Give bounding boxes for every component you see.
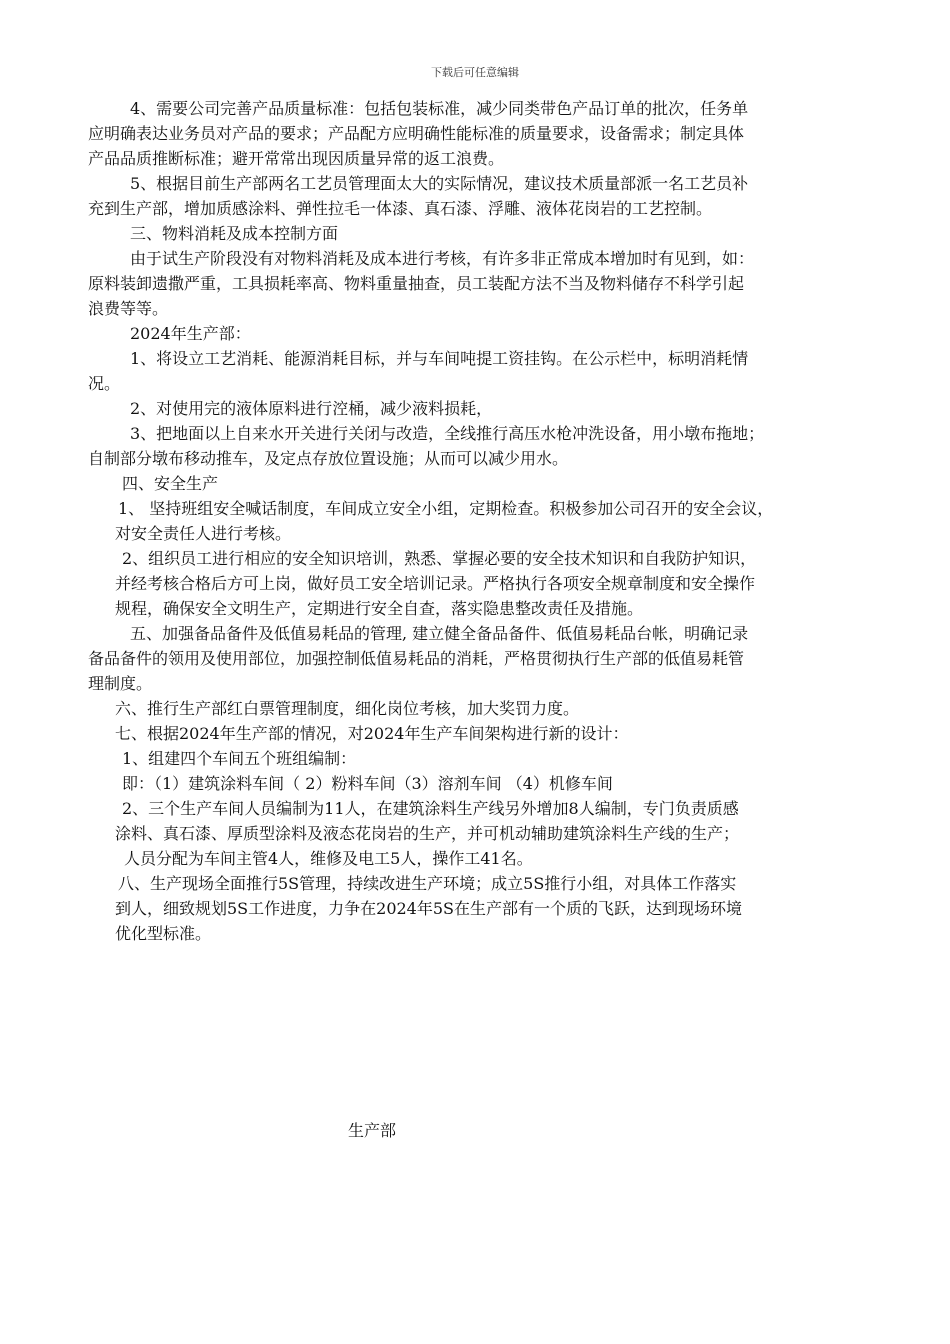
paragraph-line: 3、把地面以上自来水开关进行关闭与改造，全线推行高压水枪冲洗设备，用小墩布拖地； [130, 424, 765, 443]
paragraph-line: 规程，确保安全文明生产，定期进行安全自查，落实隐患整改责任及措施。 [115, 599, 644, 618]
section-heading: 四、安全生产 [122, 474, 219, 493]
paragraph-line: 即：（1）建筑涂料车间（ 2）粉料车间（3）溶剂车间 （4）机修车间 [122, 774, 613, 793]
paragraph-line: 2、组织员工进行相应的安全知识培训，熟悉、掌握必要的安全技术知识和自我防护知识， [122, 549, 757, 568]
paragraph-line: 备品备件的领用及使用部位，加强控制低值易耗品的消耗，严格贯彻执行生产部的低值易耗管 [88, 649, 745, 668]
paragraph-line: 况。 [88, 374, 121, 393]
paragraph-line: 2、对使用完的液体原料进行涳桶，减少液料损耗， [130, 399, 493, 418]
paragraph-line: 充到生产部，增加质感涂料、弹性拉毛一体漆、真石漆、浮雕、液体花岗岩的工艺控制。 [88, 199, 713, 218]
paragraph-line: 七、根据2024年生产部的情况，对2024年生产车间架构进行新的设计： [115, 724, 629, 743]
paragraph-line: 原料装卸遗撒严重，工具损耗率高、物料重量抽查，员工装配方法不当及物料储存不科学引起 [88, 274, 745, 293]
paragraph-line: 应明确表达业务员对产品的要求；产品配方应明确性能标准的质量要求，设备需求；制定具体 [88, 124, 745, 143]
signature: 生产部 [348, 1121, 397, 1140]
paragraph-line: 1、组建四个车间五个班组编制： [122, 749, 357, 768]
paragraph-line: 自制部分墩布移动推车，及定点存放位置设施；从而可以减少用水。 [88, 449, 569, 468]
paragraph-line: 优化型标准。 [115, 924, 212, 943]
paragraph-line: 人员分配为车间主管4人，维修及电工5人，操作工41名。 [124, 849, 533, 868]
paragraph-line: 产品品质推断标准；避开常常出现因质量异常的返工浪费。 [88, 149, 505, 168]
paragraph-line: 1、将设立工艺消耗、能源消耗目标，并与车间吨提工资挂钩。在公示栏中，标明消耗情 [130, 349, 749, 368]
paragraph-line: 对安全责任人进行考核。 [115, 524, 292, 543]
paragraph-line: 并经考核合格后方可上岗，做好员工安全培训记录。严格执行各项安全规章制度和安全操作 [115, 574, 756, 593]
page-header: 下载后可任意编辑 [431, 66, 519, 79]
paragraph-line: 由于试生产阶段没有对物料消耗及成本进行考核，有许多非正常成本增加时有见到，如： [130, 249, 755, 268]
paragraph-line: 八、生产现场全面推行5S管理，持续改进生产环境；成立5S推行小组，对具体工作落实 [118, 874, 737, 893]
paragraph-line: 六、推行生产部红白票管理制度，细化岗位考核，加大奖罚力度。 [115, 699, 580, 718]
paragraph-line: 4、需要公司完善产品质量标准：包括包装标准，减少同类带色产品订单的批次，任务单 [130, 99, 749, 118]
paragraph-line: 2、三个生产车间人员编制为11人，在建筑涂料生产线另外增加8人编制，专门负责质感 [122, 799, 739, 818]
paragraph-line: 5、根据目前生产部两名工艺员管理面太大的实际情况，建议技术质量部派一名工艺员补 [130, 174, 749, 193]
paragraph-line: 浪费等等。 [88, 299, 169, 318]
paragraph-line: 五、加强备品备件及低值易耗品的管理, 建立健全备品备件、低值易耗品台帐，明确记录 [130, 624, 749, 643]
paragraph-line: 理制度。 [88, 674, 153, 693]
section-heading: 三、物料消耗及成本控制方面 [130, 224, 339, 243]
section-heading: 2024年生产部： [130, 324, 251, 343]
paragraph-line: 1、 坚持班组安全喊话制度，车间成立安全小组，定期检查。积极参加公司召开的安全会议， [118, 499, 774, 518]
paragraph-line: 到人，细致规划5S工作进度，力争在2024年5S在生产部有一个质的飞跃，达到现场环境 [115, 899, 743, 918]
paragraph-line: 涂料、真石漆、厚质型涂料及液态花岗岩的生产，并可机动辅助建筑涂料生产线的生产； [115, 824, 740, 843]
